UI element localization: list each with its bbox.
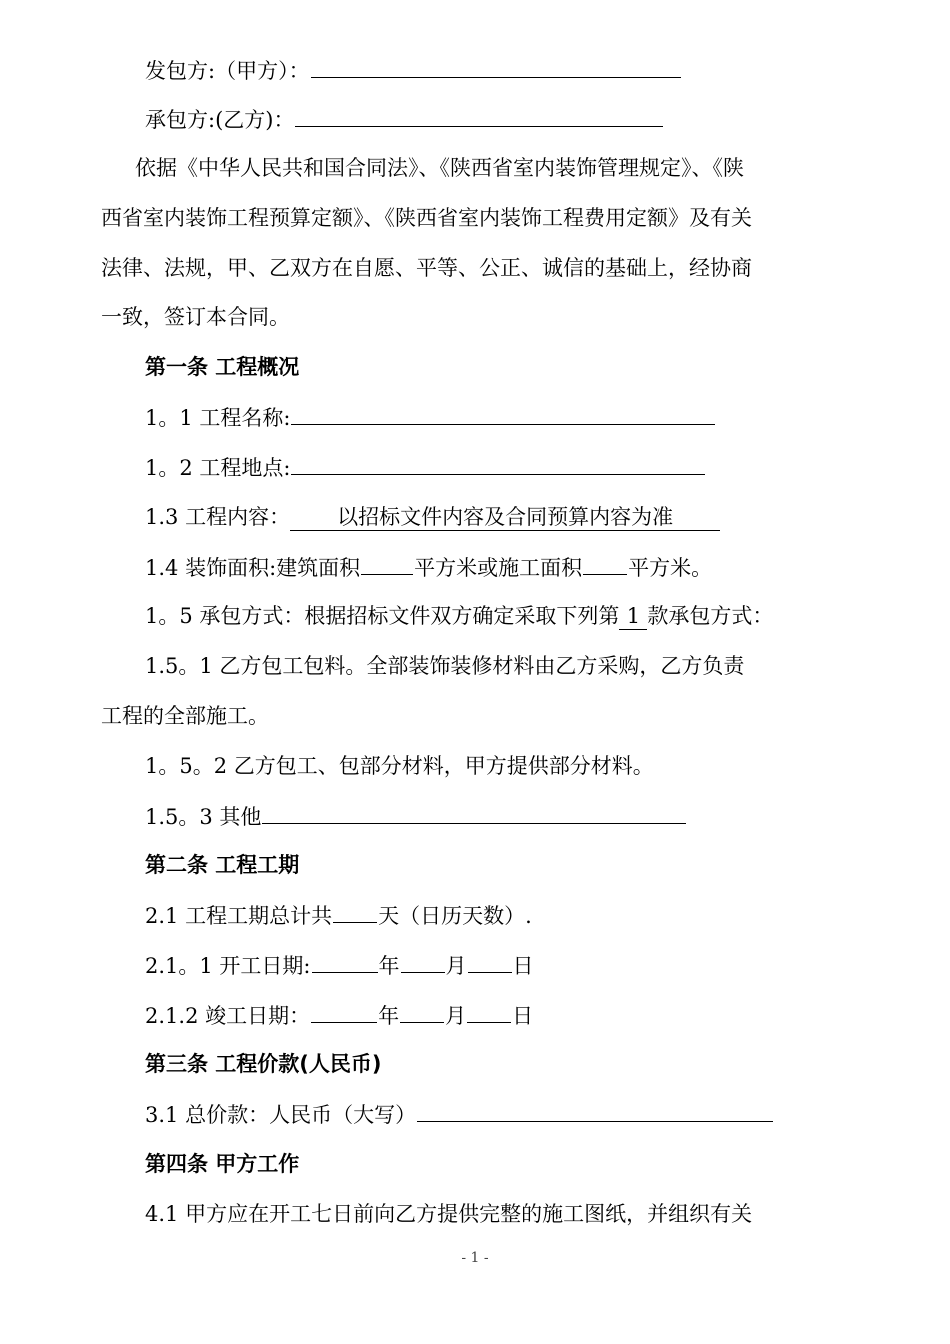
project-content-line bbox=[145, 502, 720, 532]
basis-paragraph-line-2: 西省室内装饰工程预算定额》、《陕西省室内装饰工程费用定额》及有关 bbox=[101, 206, 752, 230]
building-area-label: 1.4 装饰面积:建筑面积 bbox=[145, 556, 361, 580]
construction-area-blank bbox=[583, 552, 627, 575]
duration-line bbox=[145, 900, 532, 930]
end-year-blank bbox=[311, 1000, 377, 1023]
project-name-line bbox=[145, 402, 716, 432]
project-location-label: 1。2 工程地点: bbox=[145, 456, 291, 480]
start-date-label: 2.1。1 开工日期: bbox=[145, 954, 311, 978]
duration-unit-label: 天（日历天数）. bbox=[378, 904, 532, 928]
method-3-line bbox=[145, 801, 687, 831]
total-price-label: 3.1 总价款：人民币（大写） bbox=[145, 1103, 417, 1127]
total-price-blank bbox=[417, 1099, 773, 1122]
end-month-blank bbox=[400, 1000, 444, 1023]
party-a-line bbox=[145, 55, 682, 85]
end-month-label: 月 bbox=[445, 1004, 467, 1028]
building-area-blank bbox=[361, 552, 413, 575]
project-name-label: 1。1 工程名称: bbox=[145, 406, 291, 430]
basis-paragraph-line-1: 依据《中华人民共和国合同法》、《陕西省室内装饰管理规定》、《陕 bbox=[135, 156, 744, 180]
start-day-blank bbox=[468, 950, 512, 973]
decoration-area-line bbox=[145, 552, 712, 582]
duration-label: 2.1 工程工期总计共 bbox=[145, 904, 333, 928]
article-1-heading: 第一条 工程概况 bbox=[145, 355, 300, 379]
party-b-line bbox=[145, 104, 664, 134]
party-a-label: 发包方:（甲方）： bbox=[145, 59, 310, 83]
project-content-value: 以招标文件内容及合同预算内容为准 bbox=[290, 504, 720, 531]
contract-method-suffix: 款承包方式： bbox=[647, 604, 774, 628]
contract-method-number: 1 bbox=[619, 603, 647, 630]
construction-area-label: 平方米或施工面积 bbox=[414, 556, 583, 580]
start-year-blank bbox=[312, 950, 378, 973]
end-year-label: 年 bbox=[378, 1004, 400, 1028]
start-month-blank bbox=[401, 950, 445, 973]
contract-method-label: 1。5 承包方式：根据招标文件双方确定采取下列第 bbox=[145, 604, 620, 628]
total-price-line bbox=[145, 1099, 774, 1129]
project-content-label: 1.3 工程内容： bbox=[145, 505, 291, 529]
contract-method-line bbox=[145, 601, 773, 631]
party-a-duty-line: 4.1 甲方应在开工七日前向乙方提供完整的施工图纸，并组织有关 bbox=[145, 1202, 753, 1226]
method-2-line: 1。5。2 乙方包工、包部分材料，甲方提供部分材料。 bbox=[145, 754, 654, 778]
start-date-line bbox=[145, 950, 534, 980]
project-location-line bbox=[145, 452, 706, 482]
end-day-label: 日 bbox=[512, 1004, 534, 1028]
start-year-label: 年 bbox=[378, 954, 400, 978]
end-day-blank bbox=[467, 1000, 511, 1023]
duration-blank bbox=[333, 900, 377, 923]
party-b-blank bbox=[295, 104, 663, 127]
method-1-line-2: 工程的全部施工。 bbox=[101, 704, 269, 728]
article-2-heading: 第二条 工程工期 bbox=[145, 853, 300, 877]
article-3-heading: 第三条 工程价款(人民币) bbox=[145, 1052, 382, 1076]
page-number: - 1 - bbox=[461, 1250, 489, 1266]
project-location-blank bbox=[291, 452, 705, 475]
area-unit-label: 平方米。 bbox=[628, 556, 713, 580]
party-a-blank bbox=[311, 55, 681, 78]
basis-paragraph-line-3: 法律、法规，甲、乙双方在自愿、平等、公正、诚信的基础上，经协商 bbox=[101, 256, 752, 280]
start-month-label: 月 bbox=[445, 954, 467, 978]
method-3-blank bbox=[262, 801, 686, 824]
end-date-label: 2.1.2 竣工日期： bbox=[145, 1004, 311, 1028]
end-date-line bbox=[145, 1000, 533, 1030]
method-1-line-1: 1.5。1 乙方包工包料。全部装饰装修材料由乙方采购，乙方负责 bbox=[145, 654, 745, 678]
article-4-heading: 第四条 甲方工作 bbox=[145, 1152, 300, 1176]
basis-paragraph-line-4: 一致，签订本合同。 bbox=[101, 305, 290, 329]
method-3-label: 1.5。3 其他 bbox=[145, 805, 262, 829]
start-day-label: 日 bbox=[512, 954, 534, 978]
project-name-blank bbox=[291, 402, 715, 425]
party-b-label: 承包方:(乙方)： bbox=[145, 108, 295, 132]
